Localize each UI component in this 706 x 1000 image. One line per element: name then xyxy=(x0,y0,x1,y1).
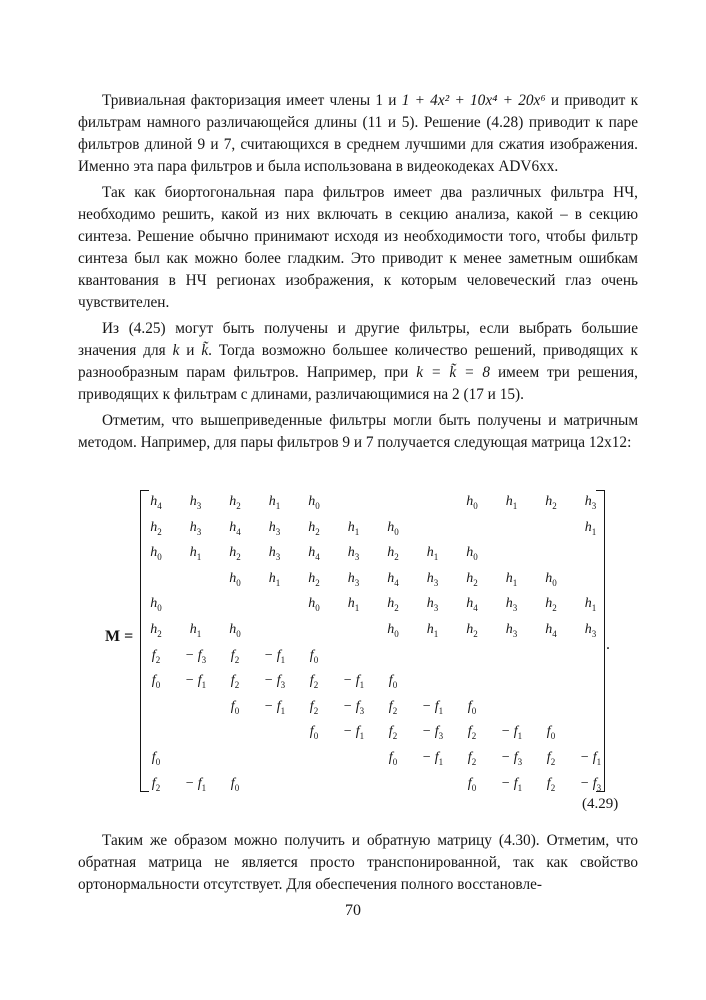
paragraph-factorization xyxy=(78,90,638,178)
matrix-cell: $h_2$ xyxy=(545,596,557,614)
matrix-cell: $f_0$ xyxy=(388,750,398,767)
matrix-cell: $h_2$ xyxy=(308,519,320,537)
matrix-cell: − $f_3$ xyxy=(342,698,365,716)
matrix-cell: $h_1$ xyxy=(584,519,597,537)
matrix-cell: $h_1$ xyxy=(189,545,202,562)
paragraph-inverse-matrix: Таким же образом можно получить и обратную матрицу (4.30). Отметим, что обратная матрица не является просто транспонированной, так как свойство ортонормальности отсутствует. Для обеспечения полного восстановле- xyxy=(78,832,638,893)
matrix-cell: $h_1$ xyxy=(268,494,281,511)
matrix-cell: $h_4$ xyxy=(308,545,320,562)
matrix-cell: $f_0$ xyxy=(230,775,240,793)
matrix-cell: − $f_3$ xyxy=(263,673,286,690)
matrix-cell: $f_2$ xyxy=(151,647,161,665)
matrix-cell: $f_2$ xyxy=(151,775,161,793)
matrix-label: M = xyxy=(105,628,134,645)
matrix-period: . xyxy=(606,636,610,653)
matrix-cell: $h_2$ xyxy=(545,494,557,511)
matrix-cell: − $f_1$ xyxy=(421,750,444,767)
matrix-cell: − $f_1$ xyxy=(342,673,365,690)
matrix-cell: − $f_1$ xyxy=(263,698,286,716)
matrix-cell: $h_3$ xyxy=(426,570,439,588)
matrix-cell: $h_1$ xyxy=(268,570,281,588)
matrix-cell: $f_0$ xyxy=(388,673,398,690)
matrix-cell: $h_0$ xyxy=(387,622,399,639)
paragraph-text: . Тогда возможно большее количество решений, приводящих к разнообразным парам фильтров. Например, при xyxy=(78,342,638,381)
matrix-cell: $h_4$ xyxy=(229,519,241,537)
matrix-cell: $h_1$ xyxy=(426,622,439,639)
matrix-cell: − $f_1$ xyxy=(184,673,207,690)
matrix-cell: − $f_1$ xyxy=(500,775,523,793)
matrix-cell: $h_2$ xyxy=(229,494,241,511)
matrix-cell: − $f_1$ xyxy=(263,647,286,665)
matrix-cell: $f_2$ xyxy=(388,724,398,742)
matrix-cell: $h_3$ xyxy=(505,596,518,614)
matrix-cell: $h_0$ xyxy=(466,494,478,511)
matrix-cell: $h_3$ xyxy=(347,545,360,562)
matrix-cell: $h_2$ xyxy=(150,622,162,639)
matrix-cell: $f_2$ xyxy=(546,775,556,793)
matrix-cell: $f_0$ xyxy=(151,673,161,690)
matrix-cell: $h_0$ xyxy=(466,545,478,562)
paragraph-text: и xyxy=(179,342,202,359)
matrix-cell: $h_4$ xyxy=(387,570,399,588)
matrix-cell: $h_0$ xyxy=(229,622,241,639)
matrix-cell: $h_0$ xyxy=(150,596,162,614)
matrix-cell: $h_2$ xyxy=(466,622,478,639)
matrix-cell: $h_2$ xyxy=(387,596,399,614)
polynomial-formula: 1 + 4x² + 10x⁴ + 20x⁶ xyxy=(401,92,546,109)
equation-number: (4.29) xyxy=(582,796,619,812)
matrix-cell: $f_2$ xyxy=(467,724,477,742)
matrix-cell: $h_0$ xyxy=(308,596,320,614)
matrix-cell: $f_2$ xyxy=(467,750,477,767)
matrix-cell: $f_2$ xyxy=(388,698,398,716)
matrix-cell: $h_3$ xyxy=(584,494,597,511)
paragraph-other-filters xyxy=(78,318,638,406)
matrix-cell: $h_2$ xyxy=(387,545,399,562)
matrix-cell: $h_0$ xyxy=(308,494,320,511)
matrix-cell: $f_0$ xyxy=(309,647,319,665)
matrix-cell: $h_2$ xyxy=(150,519,162,537)
matrix-cell: $h_3$ xyxy=(505,622,518,639)
matrix-cell: $f_0$ xyxy=(467,775,477,793)
matrix-cell: $h_3$ xyxy=(426,596,439,614)
matrix-cell: $h_3$ xyxy=(347,570,360,588)
paragraph-text: Из (4.25) могут быть получены и другие фильтры, если выбрать большие значения для xyxy=(78,320,638,359)
matrix-cell: $f_2$ xyxy=(309,698,319,716)
matrix-cell: − $f_1$ xyxy=(184,775,207,793)
matrix-cell: − $f_3$ xyxy=(579,775,602,793)
matrix-cell: $f_2$ xyxy=(309,673,319,690)
page-number: 70 xyxy=(345,902,361,919)
matrix-cell: $h_0$ xyxy=(229,570,241,588)
matrix-cell: $h_0$ xyxy=(387,519,399,537)
matrix-cell: $h_4$ xyxy=(466,596,478,614)
matrix-cell: $f_0$ xyxy=(546,724,556,742)
matrix-cell: $h_3$ xyxy=(189,494,202,511)
matrix-cell: $h_4$ xyxy=(150,494,162,511)
paragraph-text: Тривиальная факторизация имеет члены 1 и xyxy=(102,92,402,109)
matrix-cell: $h_1$ xyxy=(505,494,518,511)
matrix-cell: $h_2$ xyxy=(308,570,320,588)
matrix-cell: $f_0$ xyxy=(309,724,319,742)
matrix-cell: − $f_1$ xyxy=(500,724,523,742)
matrix-cell: $h_3$ xyxy=(268,519,281,537)
matrix-cell: $h_0$ xyxy=(150,545,162,562)
matrix-cell: $f_0$ xyxy=(151,750,161,767)
matrix-cell: $h_1$ xyxy=(426,545,439,562)
matrix-cell: $f_0$ xyxy=(230,698,240,716)
paragraph-text: имеем три решения, приводящих к фильтрам с длинами, различающимися на 2 (17 и 15). xyxy=(78,364,639,403)
matrix-cell: − $f_1$ xyxy=(579,750,602,767)
matrix-cell: $h_3$ xyxy=(268,545,281,562)
matrix-cell: $h_1$ xyxy=(189,622,202,639)
matrix-cell: $f_2$ xyxy=(546,750,556,767)
variable-k-tilde: k̃ xyxy=(201,342,209,359)
matrix-cell: $h_1$ xyxy=(347,519,360,537)
matrix-cell: $h_3$ xyxy=(189,519,202,537)
matrix-cell: $f_2$ xyxy=(230,673,240,690)
matrix-cell: − $f_1$ xyxy=(342,724,365,742)
matrix-cell: $h_1$ xyxy=(584,596,597,614)
paragraph-biorthogonal: Так как биортогональная пара фильтров имеет два различных фильтра НЧ, необходимо решить, какой из них включать в секцию анализа, какой – в секцию синтеза. Решение обычно принимают исходя из необходимости того, чтобы фильтр синтеза был как можно более гладким. Это приводит к менее заметным ошибкам квантования в НЧ регионах изображения, к которым человеческий глаз очень чувствителен. xyxy=(78,184,638,311)
matrix-cell: $h_0$ xyxy=(545,570,557,588)
matrix-cell: $h_1$ xyxy=(347,596,360,614)
equation-k-eq-8: k = k̃ = 8 xyxy=(416,364,491,381)
matrix-cell: − $f_3$ xyxy=(500,750,523,767)
matrix-cell: $h_4$ xyxy=(545,622,557,639)
matrix-cell: $h_2$ xyxy=(229,545,241,562)
matrix-cell: − $f_1$ xyxy=(421,698,444,716)
variable-k: k xyxy=(172,342,180,359)
matrix-cell: $f_2$ xyxy=(230,647,240,665)
paragraph-matrix-method: Отметим, что вышеприведенные фильтры могли быть получены и матричным методом. Например, для пары фильтров 9 и 7 получается следующая матрица 12х12: xyxy=(78,412,638,451)
matrix-cell: $f_0$ xyxy=(467,698,477,716)
matrix-cell: − $f_3$ xyxy=(421,724,444,742)
matrix-cell: − $f_3$ xyxy=(184,647,207,665)
matrix-cell: $h_1$ xyxy=(505,570,518,588)
paragraph-text: и приводит к фильтрам намного различающейся длины (11 и 5). Решение (4.28) приводит к паре фильтров длиной 9 и 7, считающихся в среднем лучшими для сжатия изображения. Именно эта пара фильтров и была использована в видеокодеках ADV6xx. xyxy=(78,92,638,175)
matrix-cell: $h_2$ xyxy=(466,570,478,588)
matrix-cell: $h_3$ xyxy=(584,622,597,639)
